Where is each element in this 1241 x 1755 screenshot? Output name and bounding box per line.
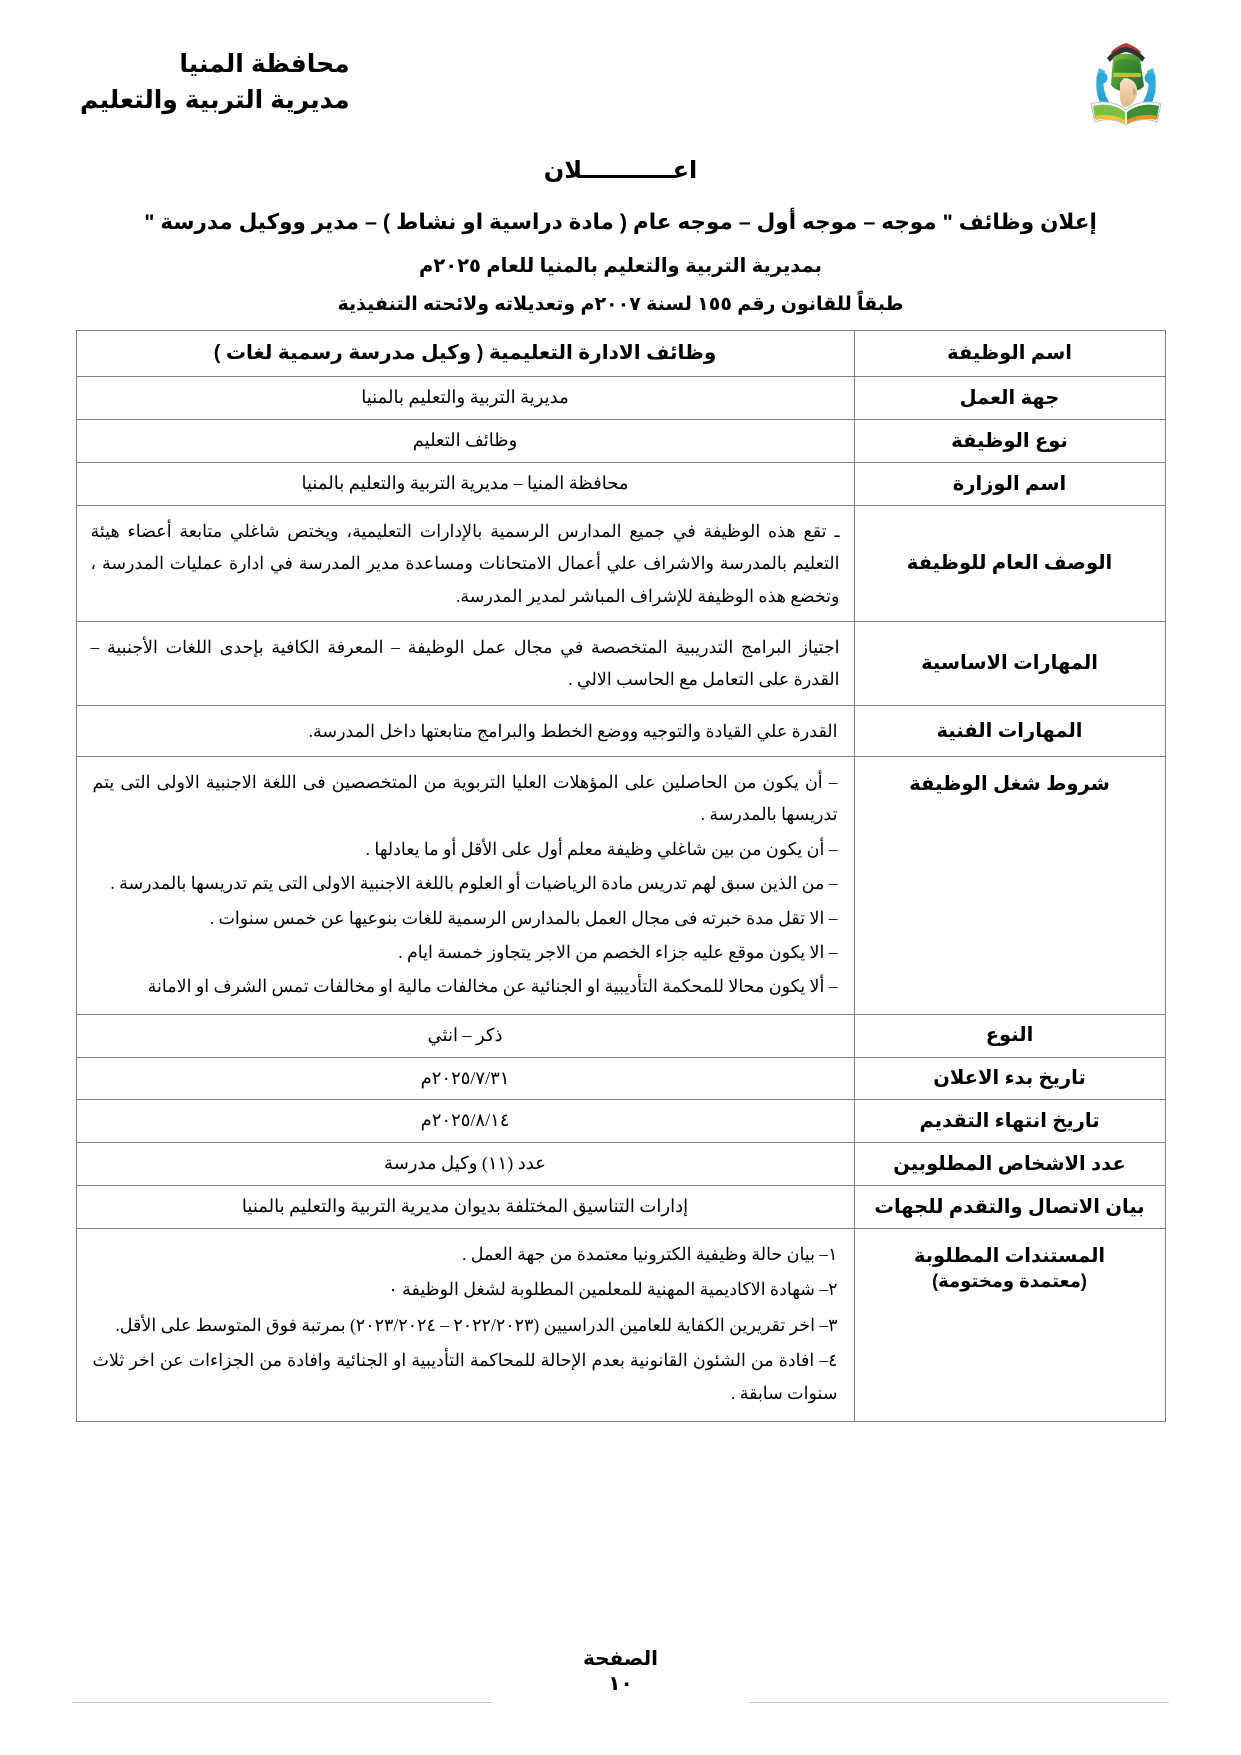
row-value-gender: ذكر – انثي (76, 1014, 854, 1057)
document-item: ١– بيان حالة وظيفية الكترونيا معتمدة من جهة العمل . (461, 1244, 838, 1265)
document-item: ٤– افادة من الشئون القانونية بعدم الإحالة للمحاكمة التأديبية او الجنائية وافادة من الجزاءات عن اخر ثلاث سنوات سابقة . (92, 1350, 838, 1403)
page-footer (0, 1647, 1241, 1697)
row-value-contact-info: إدارات التناسيق المختلفة بديوان مديرية التربية والتعليم بالمنيا (76, 1186, 854, 1229)
condition-item: – ألا يكون محالا للمحكمة التأديبية او الجنائية عن مخالفات مالية او مخالفات تمس الشرف او الامانة (147, 976, 838, 997)
table-row (76, 377, 1165, 420)
row-value-technical-skills: القدرة علي القيادة والتوجيه ووضع الخطط والبرامج متابعتها داخل المدرسة. (76, 705, 854, 756)
announcement-title-block (0, 156, 1241, 316)
row-label-job-type: نوع الوظيفة (854, 419, 1165, 462)
row-label-job-name: اسم الوظيفة (854, 331, 1165, 377)
document-item: ٣– اخر تقريرين الكفاية للعامين الدراسيين (٢٠٢٢/٢٠٢٣ – ٢٠٢٣/٢٠٢٤) بمرتبة فوق المتوسط على الأقل. (115, 1314, 838, 1335)
row-value-vacancy-count: عدد (١١) وكيل مدرسة (76, 1143, 854, 1186)
row-value-job-type: وظائف التعليم (76, 419, 854, 462)
condition-item: – أن يكون من بين شاغلي وظيفة معلم أول على الأقل أو ما يعادلها . (365, 838, 838, 859)
announcement-subtitle-jobs: إعلان وظائف " موجه – موجه أول – موجه عام ( مادة دراسية او نشاط ) – مدير ووكيل مدرسة " (144, 210, 1097, 234)
row-label-general-description: الوصف العام للوظيفة (854, 505, 1165, 621)
minya-education-logo-icon (1083, 38, 1169, 130)
table-row (76, 331, 1165, 377)
table-row (76, 1229, 1165, 1422)
table-row (76, 462, 1165, 505)
footer-page-label: الصفحة (582, 1648, 658, 1670)
document-header (0, 0, 1241, 120)
footer-rule-right (749, 1702, 1169, 1703)
directorate-name: مديرية التربية والتعليم (80, 86, 350, 115)
page-title: اعـــــــــــلان (543, 157, 698, 184)
table-row (76, 1100, 1165, 1143)
condition-item: – الا تقل مدة خبرته فى مجال العمل بالمدارس الرسمية للغات بنوعيها عن خمس سنوات . (209, 907, 838, 928)
table-row (76, 705, 1165, 756)
table-row (76, 1143, 1165, 1186)
table-row (76, 419, 1165, 462)
required-documents-label-sub: (معتمدة ومختومة) (932, 1271, 1087, 1292)
table-row (76, 1057, 1165, 1100)
row-value-ministry: محافظة المنيا – مديرية التربية والتعليم بالمنيا (76, 462, 854, 505)
row-value-job-name: وظائف الادارة التعليمية ( وكيل مدرسة رسمية لغات ) (76, 331, 854, 377)
table-row (76, 1014, 1165, 1057)
condition-item: – من الذين سبق لهم تدريس مادة الرياضيات أو العلوم باللغة الاجنبية الاولى التى يتم تدريسها بالمدرسة . (110, 873, 838, 894)
row-label-workplace: جهة العمل (854, 377, 1165, 420)
row-label-contact-info: بيان الاتصال والتقدم للجهات (854, 1186, 1165, 1229)
table-row (76, 621, 1165, 705)
footer-divider-rules (0, 1702, 1241, 1703)
row-label-technical-skills: المهارات الفنية (854, 705, 1165, 756)
row-label-basic-skills: المهارات الاساسية (854, 621, 1165, 705)
table-row (76, 505, 1165, 621)
row-value-required-documents (76, 1229, 854, 1422)
row-value-end-date: ٢٠٢٥/٨/١٤م (76, 1100, 854, 1143)
table-row (76, 757, 1165, 1015)
announcement-subtitle-law: طبقاً للقانون رقم ١٥٥ لسنة ٢٠٠٧م وتعديلاته ولائحته التنفيذية (337, 294, 904, 316)
document-item: ٢– شهادة الاكاديمية المهنية للمعلمين المطلوبة لشغل الوظيفة ٠ (388, 1279, 838, 1300)
footer-page-number: ١٠ (608, 1673, 633, 1695)
row-value-basic-skills: اجتياز البرامج التدريبية المتخصصة في مجال عمل الوظيفة – المعرفة الكافية بإحدى اللغات الأجنبية – القدرة على التعامل مع الحاسب الالي . (76, 621, 854, 705)
table-row (76, 1186, 1165, 1229)
row-label-gender: النوع (854, 1014, 1165, 1057)
condition-item: – الا يكون موقع عليه جزاء الخصم من الاجر يتجاوز خمسة ايام . (398, 941, 838, 962)
row-value-job-conditions (76, 757, 854, 1015)
row-label-start-date: تاريخ بدء الاعلان (854, 1057, 1165, 1100)
governorate-name: محافظة المنيا (179, 50, 350, 78)
row-value-start-date: ٢٠٢٥/٧/٣١م (76, 1057, 854, 1100)
row-label-vacancy-count: عدد الاشخاص المطلوبين (854, 1143, 1165, 1186)
announcement-subtitle-directorate: بمديرية التربية والتعليم بالمنيا للعام ٢٠٢٥م (419, 255, 822, 278)
row-label-end-date: تاريخ انتهاء التقديم (854, 1100, 1165, 1143)
job-details-table (76, 330, 1166, 1422)
required-documents-label: المستندات المطلوبة (913, 1245, 1106, 1268)
row-value-general-description: ـ تقع هذه الوظيفة في جميع المدارس الرسمية بالإدارات التعليمية، ويختص شاغلي متابعة أعضاء هيئة التعليم بالمدرسة والاشراف علي أعمال الامتحانات ومساعدة مدير المدرسة في ادارة عمليات المدرسة ، وتخضع هذه الوظيفة للإشراف المباشر لمدير المدرسة. (76, 505, 854, 621)
header-org-block (80, 38, 350, 119)
row-label-ministry: اسم الوزارة (854, 462, 1165, 505)
condition-item: – أن يكون من الحاصلين على المؤهلات العليا التربوية من المتخصصين فى اللغة الاجنبية الاولى التى يتم تدريسها بالمدرسة . (92, 772, 838, 825)
footer-rule-left (72, 1702, 492, 1703)
row-label-required-documents (854, 1229, 1165, 1422)
row-label-job-conditions: شروط شغل الوظيفة (854, 757, 1165, 1015)
row-value-workplace: مديرية التربية والتعليم بالمنيا (76, 377, 854, 420)
